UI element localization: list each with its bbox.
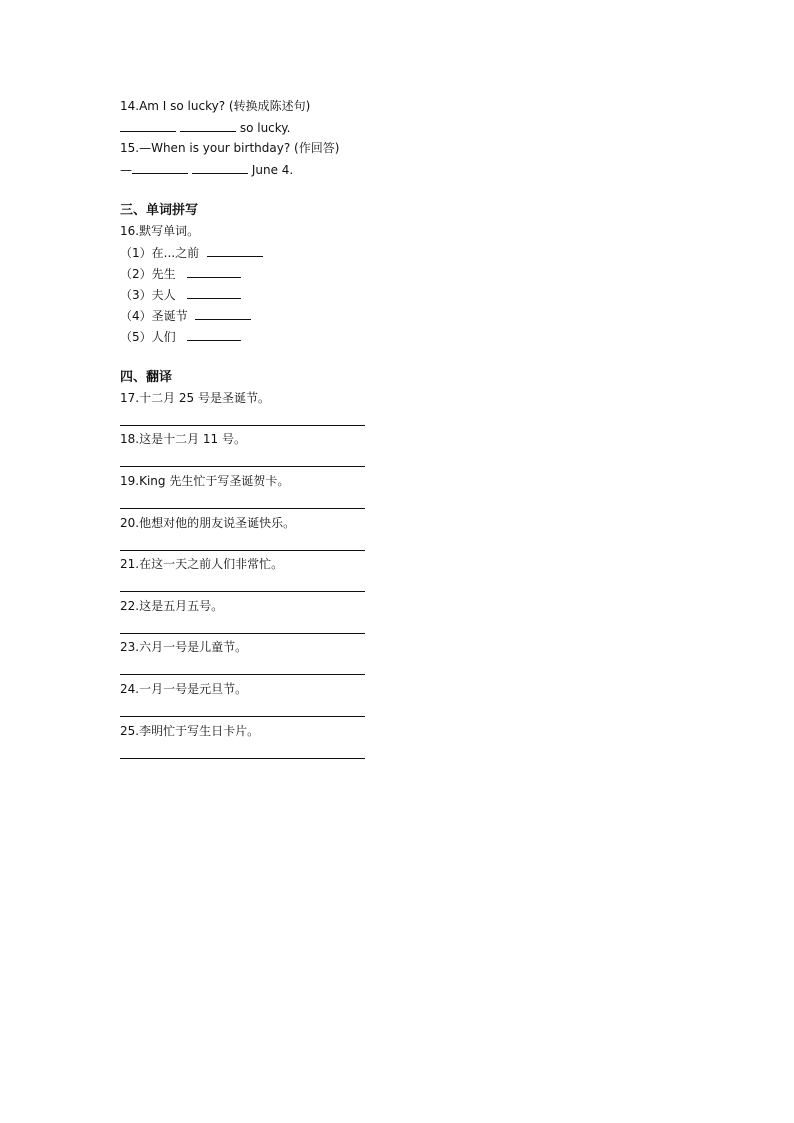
question-15: 15.—When is your birthday? (作回答) xyxy=(120,141,340,155)
spelling-item-3 xyxy=(120,286,241,303)
answer-tail: June 4. xyxy=(251,163,294,177)
translation-18: 18.这是十二月 11 号。 xyxy=(120,432,246,446)
translation-23: 23.六月一号是儿童节。 xyxy=(120,640,248,654)
spelling-item-5 xyxy=(120,328,241,345)
answer-blank[interactable] xyxy=(132,161,188,174)
spelling-blank[interactable] xyxy=(187,265,241,278)
spelling-blank[interactable] xyxy=(195,307,251,320)
answer-line[interactable] xyxy=(120,508,365,509)
spelling-blank[interactable] xyxy=(207,244,263,257)
spelling-item-2 xyxy=(120,265,241,282)
translation-21: 21.在这一天之前人们非常忙。 xyxy=(120,557,284,571)
translation-22: 22.这是五月五号。 xyxy=(120,599,224,613)
answer-line[interactable] xyxy=(120,758,365,759)
spelling-blank[interactable] xyxy=(187,286,241,299)
section-heading-3: 三、单词拼写 xyxy=(120,203,199,218)
answer-blank[interactable] xyxy=(120,119,176,132)
section-heading-4: 四、翻译 xyxy=(120,370,173,385)
question-16: 16.默写单词。 xyxy=(120,224,200,238)
answer-line[interactable] xyxy=(120,591,365,592)
answer-14-row xyxy=(120,119,291,136)
answer-line[interactable] xyxy=(120,550,365,551)
answer-line[interactable] xyxy=(120,674,365,675)
spelling-item-1 xyxy=(120,244,263,261)
answer-blank[interactable] xyxy=(192,161,248,174)
spelling-prompt: （1）在...之前 xyxy=(120,246,200,260)
translation-17: 17.十二月 25 号是圣诞节。 xyxy=(120,391,270,405)
translation-19: 19.King 先生忙于写圣诞贺卡。 xyxy=(120,474,290,488)
question-14: 14.Am I so lucky? (转换成陈述句) xyxy=(120,99,311,113)
spelling-item-4 xyxy=(120,307,251,324)
spelling-prompt: （4）圣诞节 xyxy=(120,309,188,323)
answer-line[interactable] xyxy=(120,716,365,717)
translation-20: 20.他想对他的朋友说圣诞快乐。 xyxy=(120,516,296,530)
answer-line[interactable] xyxy=(120,466,365,467)
answer-15-row xyxy=(120,161,293,178)
answer-line[interactable] xyxy=(120,425,365,426)
spelling-prompt: （5）人们 xyxy=(120,330,176,344)
answer-tail: so lucky. xyxy=(239,121,291,135)
spelling-prompt: （2）先生 xyxy=(120,267,176,281)
answer-line[interactable] xyxy=(120,633,365,634)
translation-24: 24.一月一号是元旦节。 xyxy=(120,682,248,696)
spelling-prompt: （3）夫人 xyxy=(120,288,176,302)
spelling-blank[interactable] xyxy=(187,328,241,341)
answer-blank[interactable] xyxy=(180,119,236,132)
dash-prefix: — xyxy=(120,163,132,177)
translation-25: 25.李明忙于写生日卡片。 xyxy=(120,724,260,738)
